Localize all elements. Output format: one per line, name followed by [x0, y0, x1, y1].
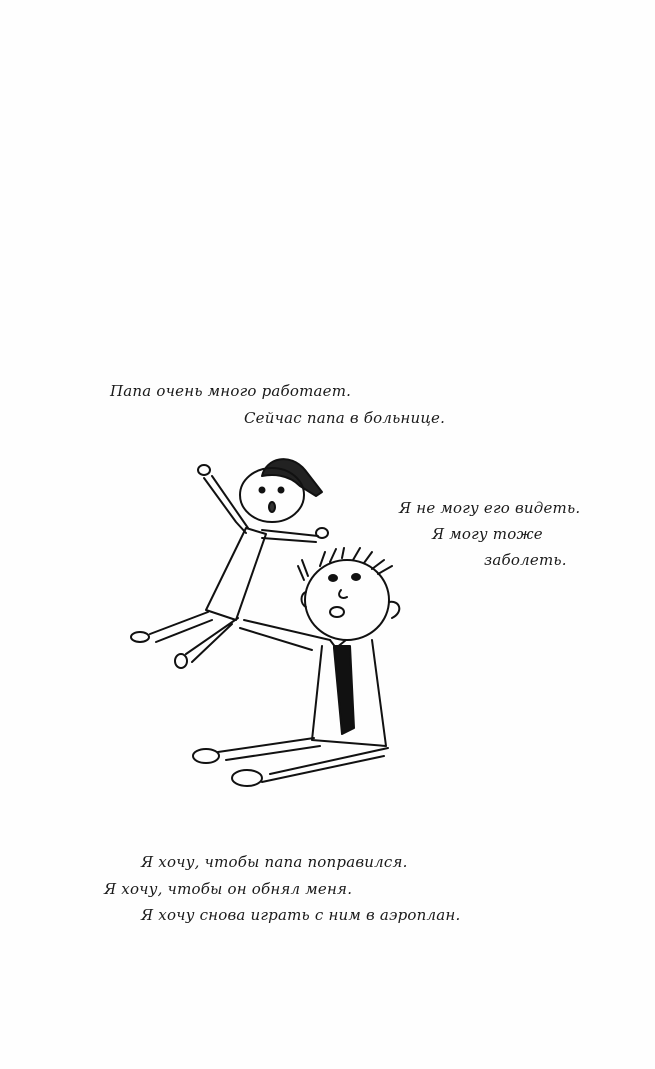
- caption-top-line-1: Папа очень много работает.: [110, 382, 352, 400]
- dad-figure: [193, 548, 399, 786]
- caption-right-line-2: Я могу тоже: [432, 525, 543, 543]
- child-head: [240, 468, 304, 522]
- child-body: [206, 528, 266, 620]
- child-left-arm: [204, 478, 246, 533]
- dad-tie: [334, 646, 354, 734]
- child-nose: [269, 502, 275, 512]
- caption-right-line-3: заболеть.: [484, 551, 567, 569]
- caption-bottom-line-2: Я хочу, чтобы он обнял меня.: [104, 880, 353, 898]
- dad-head: [305, 560, 389, 640]
- child-cap: [262, 459, 322, 496]
- dad-mouth: [330, 607, 344, 617]
- child-figure: [131, 459, 328, 668]
- child-legs: [150, 612, 238, 662]
- dad-arm: [240, 620, 330, 650]
- caption-right-line-1: Я не могу его видеть.: [399, 499, 581, 517]
- caption-bottom-line-1: Я хочу, чтобы папа поправился.: [141, 853, 408, 871]
- caption-bottom-line-3: Я хочу снова играть с ним в аэроплан.: [141, 906, 461, 924]
- caption-top-line-2: Сейчас папа в больнице.: [244, 409, 446, 427]
- child-right-arm: [262, 530, 318, 536]
